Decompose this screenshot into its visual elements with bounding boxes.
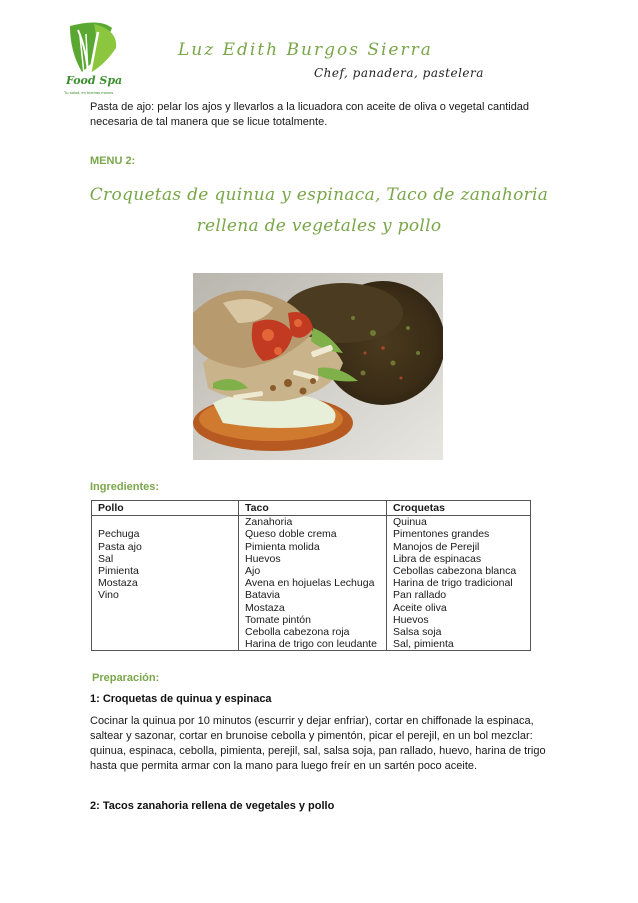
step-1-title: 1: Croquetas de quinua y espinaca — [90, 693, 272, 705]
list-item: Sal — [98, 552, 114, 565]
menu-label: MENU 2: — [90, 155, 136, 167]
list-item: Quinua — [393, 516, 427, 529]
list-item: Mostaza — [98, 577, 138, 590]
list-item: Pimienta — [98, 565, 139, 577]
list-item: Harina de trigo con leudante — [245, 638, 377, 651]
list-item: Ajo — [245, 565, 261, 578]
list-item: Manojos de Perejil — [393, 540, 480, 553]
list-item: Cebollas cabezona blanca — [393, 565, 517, 578]
table-header-row — [92, 501, 531, 516]
list-item: Mostaza — [245, 601, 285, 614]
list-item: Libra de espinacas — [393, 552, 482, 565]
list-item: Aceite oliva — [393, 601, 447, 614]
column-header-croquetas: Croquetas — [387, 501, 531, 516]
logo-text: Food Spa — [66, 74, 123, 87]
preparation-label: Preparación: — [92, 672, 160, 684]
list-item: Batavia — [245, 589, 281, 602]
list-item: Vino — [98, 589, 119, 602]
ingredients-label: Ingredientes: — [90, 481, 160, 493]
list-item: Cebolla cabezona roja — [245, 626, 350, 639]
list-item: Huevos — [245, 552, 281, 565]
list-item: Pimienta molida — [245, 540, 320, 553]
column-header-pollo: Pollo — [92, 501, 239, 516]
list-item: Pimentones grandes — [393, 528, 490, 541]
taco-ingredients — [239, 516, 387, 651]
list-item: Harina de trigo tradicional — [393, 577, 513, 590]
list-item: Tomate pintón — [245, 613, 311, 626]
step-1-text: Cocinar la quinua por 10 minutos (escurrir y dejar enfriar), cortar en chiffonade la espinaca, saltear y sazonar, cortar en brunoise cebolla y pimentón, picar el perejil, en un bol mezclar: quinua, espinaca, cebolla, pimienta, perejil, sal, salsa soja, pan rallado, huevo, harina de trigo hasta que permita armar con la mano para luego freír en un sartén poco aceite. — [90, 715, 546, 772]
dish-title: Croquetas de quinua y espinaca, Taco de zanahoria rellena de vegetales y pollo — [89, 185, 549, 236]
garlic-paste-note: Pasta de ajo: pelar los ajos y llevarlos a la licuadora con aceite de oliva o vegetal cantidad necesaria de tal manera que se licue totalmente. — [90, 101, 530, 128]
list-item: Pechuga — [98, 528, 140, 541]
ingredients-table — [91, 500, 531, 651]
step-2-title: 2: Tacos zanahoria rellena de vegetales y pollo — [90, 800, 335, 812]
author-name: Luz Edith Burgos Sierra — [178, 40, 433, 60]
pollo-ingredients — [92, 516, 239, 651]
list-item: Avena en hojuelas Lechuga — [245, 577, 375, 590]
logo-tagline: Tu salud, en buenas manos — [64, 90, 114, 95]
list-item: Huevos — [393, 613, 429, 626]
list-item: Pan rallado — [393, 589, 447, 602]
list-item: Pasta ajo — [98, 540, 142, 553]
list-item: Sal, pimienta — [393, 638, 454, 651]
dish-photo — [193, 273, 443, 460]
column-header-taco: Taco — [239, 501, 387, 516]
croquetas-ingredients — [387, 516, 531, 651]
author-role: Chef, panadera, pastelera — [314, 66, 484, 80]
table-body-row — [92, 516, 531, 651]
list-item: Salsa soja — [393, 626, 442, 639]
list-item: Zanahoria — [245, 516, 293, 529]
list-item: Queso doble crema — [245, 528, 337, 541]
